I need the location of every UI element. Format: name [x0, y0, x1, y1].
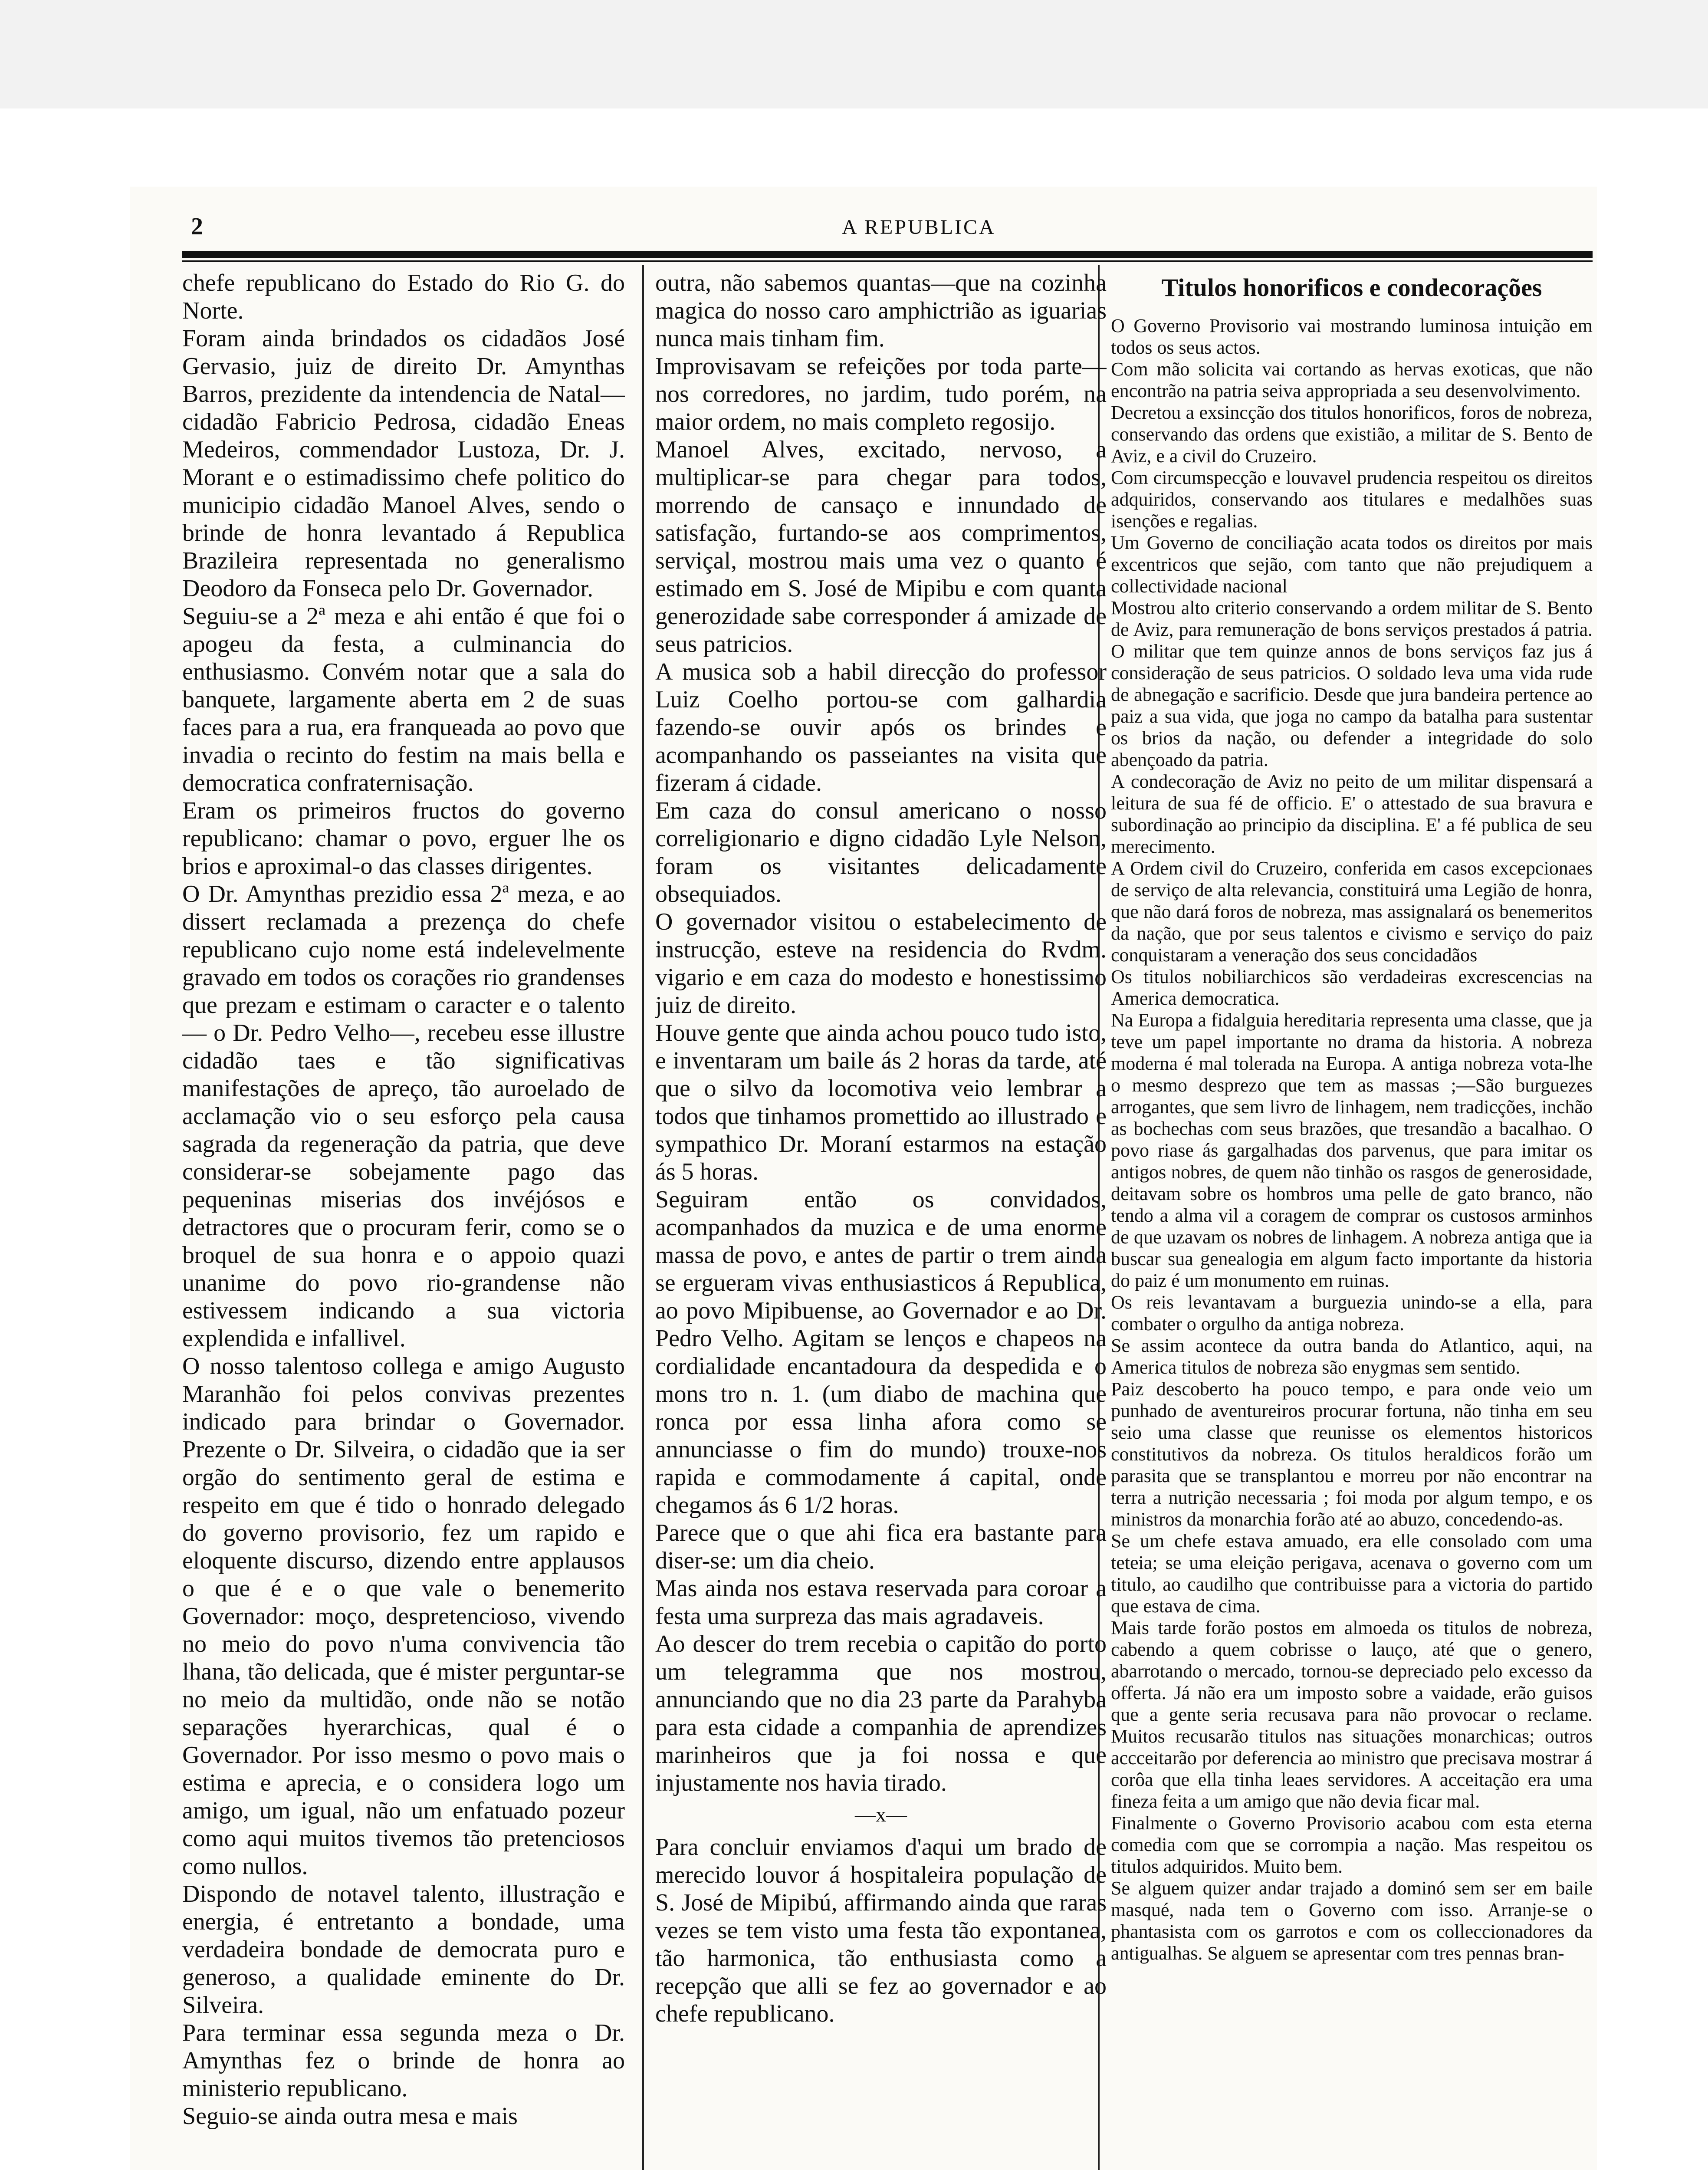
paragraph: Com circumspecção e louvavel prudencia respeitou os direitos adquiridos, conservando aos titulares e medalhões suas isenções e regalias.	[1111, 467, 1593, 532]
paragraph: Em caza do consul americano o nosso correligionario e digno cidadão Lyle Nelson, foram os visitantes delicadamente obsequiados.	[655, 797, 1107, 907]
paragraph: Seguiram então os convidados, acompanhados da muzica e de uma enorme massa de povo, e antes de partir o trem ainda se ergueram vivas enthusiasticos á Republica, ao povo Mipibuense, ao Governador e ao Dr. Pedro Velho. Agitam se lenços e chapeos na cordialidade encantadoura da despedida e o mons tro n. 1. (um diabo de machina que ronca por essa linha afora como se annunciasse o fim do mundo) trouxe-nos rapida e commodamente á capital, onde chegamos ás 6 1/2 horas.	[655, 1186, 1107, 1519]
paragraph: Mostrou alto criterio conservando a ordem militar de S. Bento de Aviz, para remuneração de bons serviços prestados á patria. O militar que tem quinze annos de bons serviços faz jus á consideração de seus patricios. O soldado leva uma vida rude de abnegação e sacrificio. Desde que jura bandeira pertence ao paiz a sua vida, que joga no campo da batalha para sustentar os brios da nação, ou defender a integridade do solo abençoado da patria.	[1111, 597, 1593, 770]
paragraph: chefe republicano do Estado do Rio G. do Norte.	[182, 270, 625, 324]
paragraph: A condecoração de Aviz no peito de um militar dispensará a leitura de sua fé de officio. E' o attestado de sua bravura e subordinação ao principio da disciplina. E' a fé publica de seu merecimento.	[1111, 771, 1593, 857]
paragraph: Um Governo de conciliação acata todos os direitos por mais excentricos que sejão, com tanto que não prejudiquem a collectividade nacional	[1111, 532, 1593, 597]
paragraph: O nosso talentoso collega e amigo Augusto Maranhão foi pelos convivas prezentes indicado para brindar o Governador. Prezente o Dr. Silveira, o cidadão que ia ser orgão do sentimento geral de estima e respeito em que é tido o honrado delegado do governo provisorio, fez um rapido e eloquente discurso, dizendo entre applausos o que é e o que vale o benemerito Governador: moço, despretencioso, vivendo no meio do povo n'uma convivencia tão lhana, tão delicada, que é mister perguntar-se no meio da multidão, onde não se notão separações hyerarchicas, qual é o Governador. Por isso mesmo o povo mais o estima e aprecia, e o considera logo um amigo, um igual, não um enfatuado pozeur como aqui muitos tivemos tão pretenciosos como nullos.	[182, 1353, 625, 1880]
paragraph: Os titulos nobiliarchicos são verdadeiras excrescencias na America democratica.	[1111, 966, 1593, 1009]
article-column-1	[182, 269, 625, 2170]
paragraph: Seguio-se ainda outra mesa e mais	[182, 2103, 518, 2130]
paragraph: Paiz descoberto ha pouco tempo, e para onde veio um punhado de aventureiros procurar fortuna, não tinha em seu seio uma classe que reunisse os elementos historicos constitutivos da nobreza. Os titulos heraldicos forão um parasita que se transplantou e morreu por não encontrar na terra a nutrição necessaria ; foi moda por algum tempo, e os ministros da monarchia forão até ao abuzo, concedendo-as.	[1111, 1378, 1593, 1530]
paragraph: Manoel Alves, excitado, nervoso, a multiplicar-se para chegar para todos, morrendo de cansaço e innundado de satisfação, furtando-se aos comprimentos, serviçal, mostrou mais uma vez o quanto é estimado em S. José de Mipibu e com quanta generozidade sabe corresponder á amizade de seus patricios.	[655, 436, 1107, 658]
paragraph: Parece que o que ahi fica era bastante para diser-se: um dia cheio.	[655, 1519, 1107, 1574]
header-rule-thin	[182, 260, 1593, 262]
paragraph: Com mão solicita vai cortando as hervas exoticas, que não encontrão na patria seiva appropriada a seu desenvolvimento.	[1111, 358, 1593, 401]
paragraph: O governador visitou o estabelecimento de instrucção, esteve na residencia do Rvdm. vigario e em caza do modesto e honestissimo juiz de direito.	[655, 908, 1107, 1019]
paragraph: Ao descer do trem recebia o capitão do porto um telegramma que nos mostrou, annunciando que no dia 23 parte da Parahyba para esta cidade a companhia de aprendizes marinheiros que ja foi nossa e que injustamente nos havia tirado.	[655, 1631, 1107, 1796]
article-column-3	[1111, 269, 1593, 2170]
page-number: 2	[191, 213, 203, 240]
paragraph: Finalmente o Governo Provisorio acabou com esta eterna comedia com que se corrompia a nação. Mas respeitou os titulos adquiridos. Muito bem.	[1111, 1812, 1593, 1877]
paragraph: Houve gente que ainda achou pouco tudo isto, e inventaram um baile ás 2 horas da tarde, até que o silvo da locomotiva veio lembrar a todos que tinhamos promettido ao illustrado e sympathico Dr. Moraní estarmos na estação ás 5 horas.	[655, 1019, 1107, 1185]
paragraph: outra, não sabemos quantas—que na cozinha magica do nosso caro amphictrião as iguarias nunca mais tinham fim.	[655, 270, 1107, 352]
header-rule-thick	[182, 251, 1593, 258]
paragraph: Foram ainda brindados os cidadãos José Gervasio, juiz de direito Dr. Amynthas Barros, prezidente da intendencia de Natal—cidadão Fabricio Pedrosa, cidadão Eneas Medeiros, commendador Lustoza, Dr. J. Morant e o estimadissimo chefe politico do municipio cidadão Manoel Alves, sendo o brinde de honra levantado á Republica Brazileira representada no generalismo Deodoro da Fonseca pelo Dr. Governador.	[182, 325, 625, 602]
paragraph: O Dr. Amynthas prezidio essa 2ª meza, e ao dissert reclamada a prezença do chefe republicano cujo nome está indelevelmente gravado em todos os corações rio grandenses que prezam e estimam o caracter e o talento — o Dr. Pedro Velho—, recebeu esse illustre cidadão taes e tão significativas manifestações de apreço, tão auroelado de acclamação vio o seu esforço pela causa sagrada da regeneração da patria, que deve considerar-se sobejamente pago das pequeninas miserias dos invéjósos e detractores que o procuram ferir, como se o broquel de sua honra e o appoio quazi unanime do povo rio-grandense não estivessem indicando a sua victoria explendida e infallivel.	[182, 881, 625, 1352]
paragraph: Para terminar essa segunda meza o Dr. Amynthas fez o brinde de honra ao ministerio republicano.	[182, 2019, 625, 2102]
newspaper-title: A REPUBLICA	[842, 216, 996, 239]
paragraph: Decretou a exsincção dos titulos honorificos, foros de nobreza, conservando das ordens que existião, a militar de S. Bento de Aviz, e a civil do Cruzeiro.	[1111, 402, 1593, 467]
paragraph: Dispondo de notavel talento, illustração e energia, é entretanto a bondade, uma verdadeira bondade de democrata puro e generoso, a qualidade eminente do Dr. Silveira.	[182, 1881, 625, 2019]
paragraph: Se assim acontece da outra banda do Atlantico, aqui, na America titulos de nobreza são enygmas sem sentido.	[1111, 1335, 1593, 1378]
paragraph: Se um chefe estava amuado, era elle consolado com uma teteia; se uma eleição perigava, acenava o governo com um titulo, ao caudilho que contribuisse para a victoria do partido que estava de cima.	[1111, 1530, 1593, 1617]
paragraph: Seguiu-se a 2ª meza e ahi então é que foi o apogeu da festa, a culminancia do enthusiasmo. Convém notar que a sala do banquete, largamente aberta em 2 de suas faces para a rua, era franqueada ao povo que invadia o recinto do festim na mais bella e democratica confraternisação.	[182, 603, 625, 796]
paragraph: Mais tarde forão postos em almoeda os titulos de nobreza, cabendo a quem cobrisse o lauço, até que o genero, abarrotando o mercado, tornou-se depreciado pelo excesso da offerta. Já não era um imposto sobre a vaidade, erão guisos que a gente seria recusava para não provocar o reclame. Muitos recusarão titulos nas situações monarchicas; outros accceitarão por deferencia ao ministro que precisava mostrar á corôa que ella tinha leaes servidores. A acceitação era uma fineza feita a um amigo que não devia ficar mal.	[1111, 1617, 1593, 1812]
section-heading: Titulos honorificos e condecorações	[1161, 273, 1542, 302]
section-body	[1111, 315, 1593, 1964]
paragraph: Eram os primeiros fructos do governo republicano: chamar o povo, erguer lhe os brios e aproximal-o das classes dirigentes.	[182, 797, 625, 880]
paragraph: Improvisavam se refeições por toda parte—nos corredores, no jardim, tudo porém, na maior ordem, no mais completo regosijo.	[655, 353, 1107, 435]
paragraph: Na Europa a fidalguia hereditaria representa uma classe, que ja teve um papel importante no drama da historia. A nobreza moderna é mal tolerada na Europa. A antiga nobreza vota-lhe o mesmo desprezo que tem as massas ;—São burguezes arrogantes, que sem livro de linhagem, nem tradicções, inchão as bochechas com seus brazões, que tresandão a bacalhao. O povo riase ás gargalhadas dos parvenus, que para imitar os antigos nobres, de quem não tinhão os rasgos de generosidade, deitavam sobre os hombros uma pelle de gato branco, não tendo a alma vil a coragem de comprar os custosos arminhos de que uzavam os nobres de linhagem. A nobreza antiga que ia buscar sua genealogia em algum facto importante da historia do paiz é um monumento em ruinas.	[1111, 1009, 1593, 1291]
paragraph: Se alguem quizer andar trajado a dominó sem ser em baile masqué, nada tem o Governo com isso. Arranje-se o phantasista com os garrotos e com os colleccionadores da antigualhas. Se alguem se apresentar com tres pennas bran-	[1111, 1877, 1593, 1964]
section-divider: —x—	[855, 1803, 907, 1826]
page-header	[182, 213, 1588, 247]
paragraph: A musica sob a habil direcção do professor Luiz Coelho portou-se com galhardia fazendo-se ouvir após os brindes e acompanhando os passeiantes na visita que fizeram á cidade.	[655, 658, 1107, 796]
article-column-2	[655, 269, 1107, 2170]
column-divider-1	[642, 265, 644, 2170]
paragraph: O Governo Provisorio vai mostrando luminosa intuição em todos os seus actos.	[1111, 315, 1593, 358]
paragraph: Mas ainda nos estava reservada para coroar a festa uma surpreza das mais agradaveis.	[655, 1575, 1107, 1630]
paragraph: Para concluir enviamos d'aqui um brado de merecido louvor á hospitaleira população de S. José de Mipibú, affirmando ainda que raras vezes se tem visto uma festa tão expontanea, tão harmonica, tão enthusiasta como a recepção que alli se fez ao governador e ao chefe republicano.	[655, 1834, 1107, 2027]
paragraph: A Ordem civil do Cruzeiro, conferida em casos excepcionaes de serviço de alta relevancia, constituirá uma Legião de honra, que não dará foros de nobreza, mas assignalará os benemeritos da nação, que por seus talentos e civismo e serviço do paiz conquistaram a veneração dos seus concidadãos	[1111, 858, 1593, 966]
scan-margin-top	[0, 0, 1708, 108]
paragraph: Os reis levantavam a burguezia unindo-se a ella, para combater o orgulho da antiga nobreza.	[1111, 1292, 1593, 1335]
